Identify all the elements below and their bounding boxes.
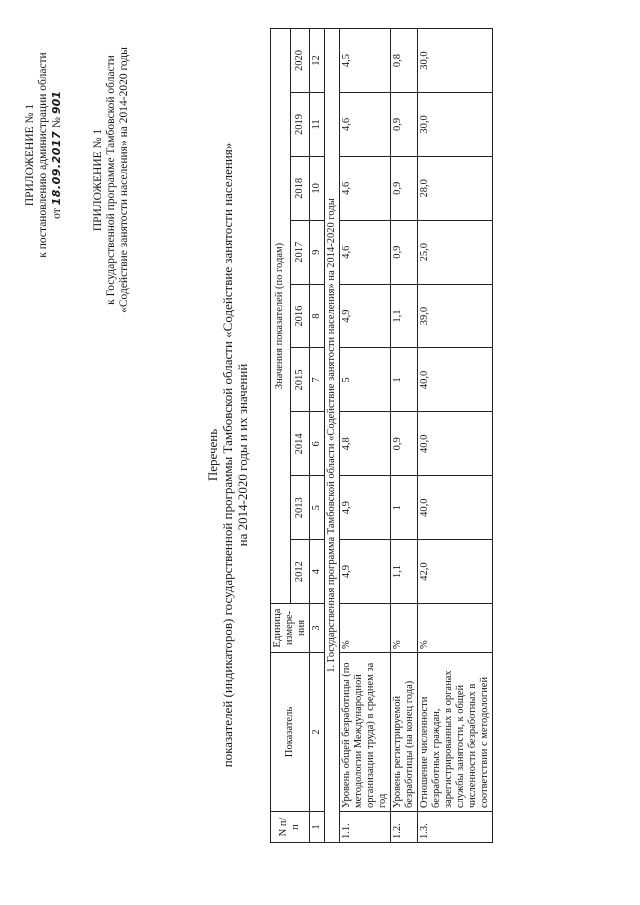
- header-unit: Единица измере-ния: [271, 604, 310, 653]
- row-value: 4,9: [340, 284, 391, 348]
- row-value: 5: [340, 348, 391, 412]
- row-value: 30,0: [418, 93, 493, 157]
- handwritten-number: 901: [50, 91, 63, 115]
- row-indicator: Отношение численности безработных граждан, зарегистрированных в органах службы занятости, к общей численности безработных в соответствии с методологией: [418, 653, 493, 812]
- table-header-row: [271, 29, 291, 843]
- appendix-reference: к постановлению администрации области: [37, 52, 49, 258]
- title-line-2: показателей (индикаторов) государственной программы Тамбовской области «Содействие занятости населения»: [220, 142, 235, 768]
- row-number: 1.3.: [418, 812, 493, 843]
- section-title: 1. Государственная программа Тамбовской области «Содействие занятости населения» на 2014-2020 годы: [325, 29, 340, 843]
- year-header: 2016: [290, 284, 310, 348]
- row-value: 0,9: [391, 220, 418, 284]
- column-index: 1: [310, 812, 325, 843]
- year-header: 2015: [290, 348, 310, 412]
- title-line-1: Перечень: [205, 428, 220, 482]
- row-value: 1: [391, 476, 418, 540]
- row-value: 4,5: [340, 29, 391, 93]
- column-index: 7: [310, 348, 325, 412]
- row-value: 42,0: [418, 540, 493, 604]
- row-value: 25,0: [418, 220, 493, 284]
- appendix-title: ПРИЛОЖЕНИЕ № 1: [24, 103, 36, 207]
- year-header: 2013: [290, 476, 310, 540]
- row-indicator: Уровень общей безработицы (по методологии Международной организации труда) в среднем за год: [340, 653, 391, 812]
- column-index: 3: [310, 604, 325, 653]
- column-index: 4: [310, 540, 325, 604]
- column-index: 10: [310, 156, 325, 220]
- column-index: 9: [310, 220, 325, 284]
- year-header: 2019: [290, 93, 310, 157]
- column-index: 8: [310, 284, 325, 348]
- year-header: 2014: [290, 412, 310, 476]
- row-value: 40,0: [418, 348, 493, 412]
- row-unit: %: [418, 604, 493, 653]
- row-value: 1,1: [391, 540, 418, 604]
- column-index: 11: [310, 93, 325, 157]
- row-value: 0,9: [391, 412, 418, 476]
- header-indicator: Показатель: [271, 653, 310, 812]
- table-row: [418, 29, 493, 843]
- appendix-program-title: ПРИЛОЖЕНИЕ № 1: [92, 128, 104, 232]
- column-index: 2: [310, 653, 325, 812]
- column-index: 5: [310, 476, 325, 540]
- appendix-resolution-header: [24, 30, 64, 280]
- row-indicator: Уровень регистрируемой безработицы (на конец года): [391, 653, 418, 812]
- year-header: 2012: [290, 540, 310, 604]
- section-row: [325, 29, 340, 843]
- header-n: N п/п: [271, 812, 310, 843]
- row-value: 0,9: [391, 156, 418, 220]
- table-row: [340, 29, 391, 843]
- row-unit: %: [391, 604, 418, 653]
- title-line-3: на 2014-2020 годы и их значений: [235, 363, 250, 547]
- row-value: 4,9: [340, 476, 391, 540]
- row-number: 1.1.: [340, 812, 391, 843]
- appendix-program-header: [92, 30, 131, 330]
- row-value: 1: [391, 348, 418, 412]
- handwritten-date: 18.09.2017: [50, 130, 63, 206]
- date-prefix: от: [51, 208, 63, 219]
- row-number: 1.2.: [391, 812, 418, 843]
- table-row: [391, 29, 418, 843]
- year-header: 2020: [290, 29, 310, 93]
- row-value: 40,0: [418, 476, 493, 540]
- header-values-group: Значения показателей (по годам): [271, 29, 291, 604]
- appendix-date-number: [50, 30, 64, 280]
- column-index-row: [310, 29, 325, 843]
- appendix-program-name: «Содействие занятости населения» на 2014-2020 годы: [118, 47, 130, 313]
- row-value: 0,9: [391, 93, 418, 157]
- row-value: 1,1: [391, 284, 418, 348]
- row-value: 40,0: [418, 412, 493, 476]
- column-index: 6: [310, 412, 325, 476]
- row-value: 4,6: [340, 220, 391, 284]
- number-prefix: №: [51, 116, 63, 128]
- row-value: 4,6: [340, 93, 391, 157]
- year-header: 2018: [290, 156, 310, 220]
- indicators-table: [270, 28, 493, 843]
- row-value: 28,0: [418, 156, 493, 220]
- document-title: [205, 65, 250, 845]
- row-value: 0,8: [391, 29, 418, 93]
- row-value: 30,0: [418, 29, 493, 93]
- row-value: 4,6: [340, 156, 391, 220]
- row-unit: %: [340, 604, 391, 653]
- row-value: 4,8: [340, 412, 391, 476]
- row-value: 4,9: [340, 540, 391, 604]
- appendix-program-reference: к Государственной программе Тамбовской области: [105, 55, 117, 305]
- year-header: 2017: [290, 220, 310, 284]
- column-index: 12: [310, 29, 325, 93]
- row-value: 39,0: [418, 284, 493, 348]
